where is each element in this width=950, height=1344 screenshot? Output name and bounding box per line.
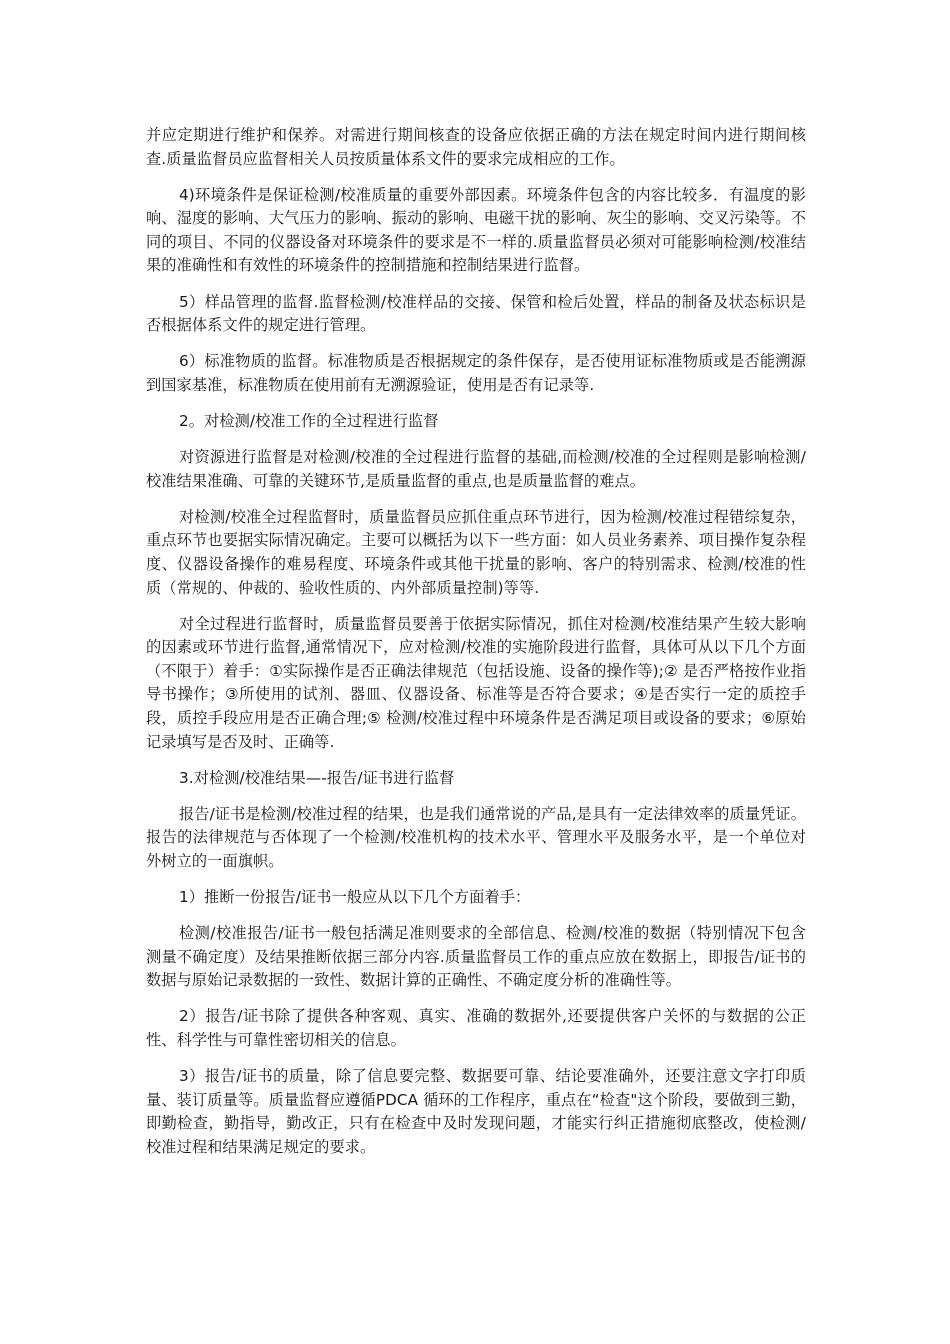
section-heading-2: 2。对检测/校准工作的全过程进行监督 [179,411,439,430]
paragraph-3: 5）样品管理的监督.监督检测/校准样品的交接、保管和检后处置，样品的制备及状态标识是否根据体系文件的规定进行管理。 [146,292,806,335]
paragraph-4: 6）标准物质的监督。标准物质是否根据规定的条件保存，是否使用证标准物质或是否能溯源到国家基准，标准物质在使用前有无溯源验证，使用是否有记录等. [146,352,806,394]
paragraph-1: 并应定期进行维护和保养。对需进行期间核查的设备应依据正确的方法在规定时间内进行期间核查.质量监督员应监督相关人员按质量体系文件的要求完成相应的工作。 [146,126,806,168]
paragraph-8: 报告/证书是检测/校准过程的结果，也是我们通常说的产品,是具有一定法律效率的质量凭证。报告的法律规范与否体现了一个检测/校准机构的技术水平、管理水平及服务水平，是一个单位对外树立的一面旗帜。 [146,804,806,870]
section-heading-3: 3.对检测/校准结果—-报告/证书进行监督 [179,768,455,787]
paragraph-12: 3）报告/证书的质量，除了信息要完整、数据要可靠、结论要准确外，还要注意文字打印质量、装订质量等。质量监督应遵循PDCA 循环的工作程序，重点在“检查"这个阶段，要做到三勤，即勤检查，勤指导，勤改正，只有在检查中及时发现问题，才能实行纠正措施彻底整改，使检测/校准过程和结果满足规定的要求。 [146,1067,806,1156]
document-page [146,124,806,1172]
paragraph-2: 4)环境条件是保证检测/校准质量的重要外部因素。环境条件包含的内容比较多．有温度的影响、湿度的影响、大气压力的影响、振动的影响、电磁干扰的影响、灰尘的影响、交叉污染等。不同的项目、不同的仪器设备对环境条件的要求是不一样的.质量监督员必须对可能影响检测/校准结果的准确性和有效性的环境条件的控制措施和控制结果进行监督。 [146,185,806,275]
paragraph-11: 2）报告/证书除了提供各种客观、真实、准确的数据外,还要提供客户关怀的与数据的公正性、科学性与可靠性密切相关的信息。 [146,1007,806,1049]
paragraph-10: 检测/校准报告/证书一般包括满足准则要求的全部信息、检测/校准的数据（特别情况下包含测量不确定度）及结果推断依据三部分内容.质量监督员工作的重点应放在数据上，即报告/证书的数据与原始记录数据的一致性、数据计算的正确性、不确定度分析的准确性等。 [146,924,806,990]
paragraph-6: 对检测/校准全过程监督时，质量监督员应抓住重点环节进行，因为检测/校准过程错综复杂，重点环节也要据实际情况确定。主要可以概括为以下一些方面：如人员业务素养、项目操作复杂程度、仪器设备操作的难易程度、环境条件或其他干扰量的影响、客户的特别需求、检测/校准的性质（常规的、仲裁的、验收性质的、内外部质量控制)等等. [146,507,806,597]
paragraph-9: 1）推断一份报告/证书一般应从以下几个方面着手： [179,888,531,907]
paragraph-7: 对全过程进行监督时，质量监督员要善于依据实际情况，抓住对检测/校准结果产生较大影响的因素或环节进行监督,通常情况下，应对检测/校准的实施阶段进行监督，具体可从以下几个方面（不限于）着手：①实际操作是否正确法律规范（包括设施、设备的操作等);② 是否严格按作业指导书操作；③所使用的试剂、器皿、仪器设备、标准等是否符合要求；④是否实行一定的质控手段，质控手段应用是否正确合理;⑤ 检测/校准过程中环境条件是否满足项目或设备的要求；⑥原始记录填写是否及时、正确等. [146,614,806,751]
paragraph-5: 对资源进行监督是对检测/校准的全过程进行监督的基础,而检测/校准的全过程则是影响检测/校准结果准确、可靠的关键环节,是质量监督的重点,也是质量监督的难点。 [146,448,806,490]
